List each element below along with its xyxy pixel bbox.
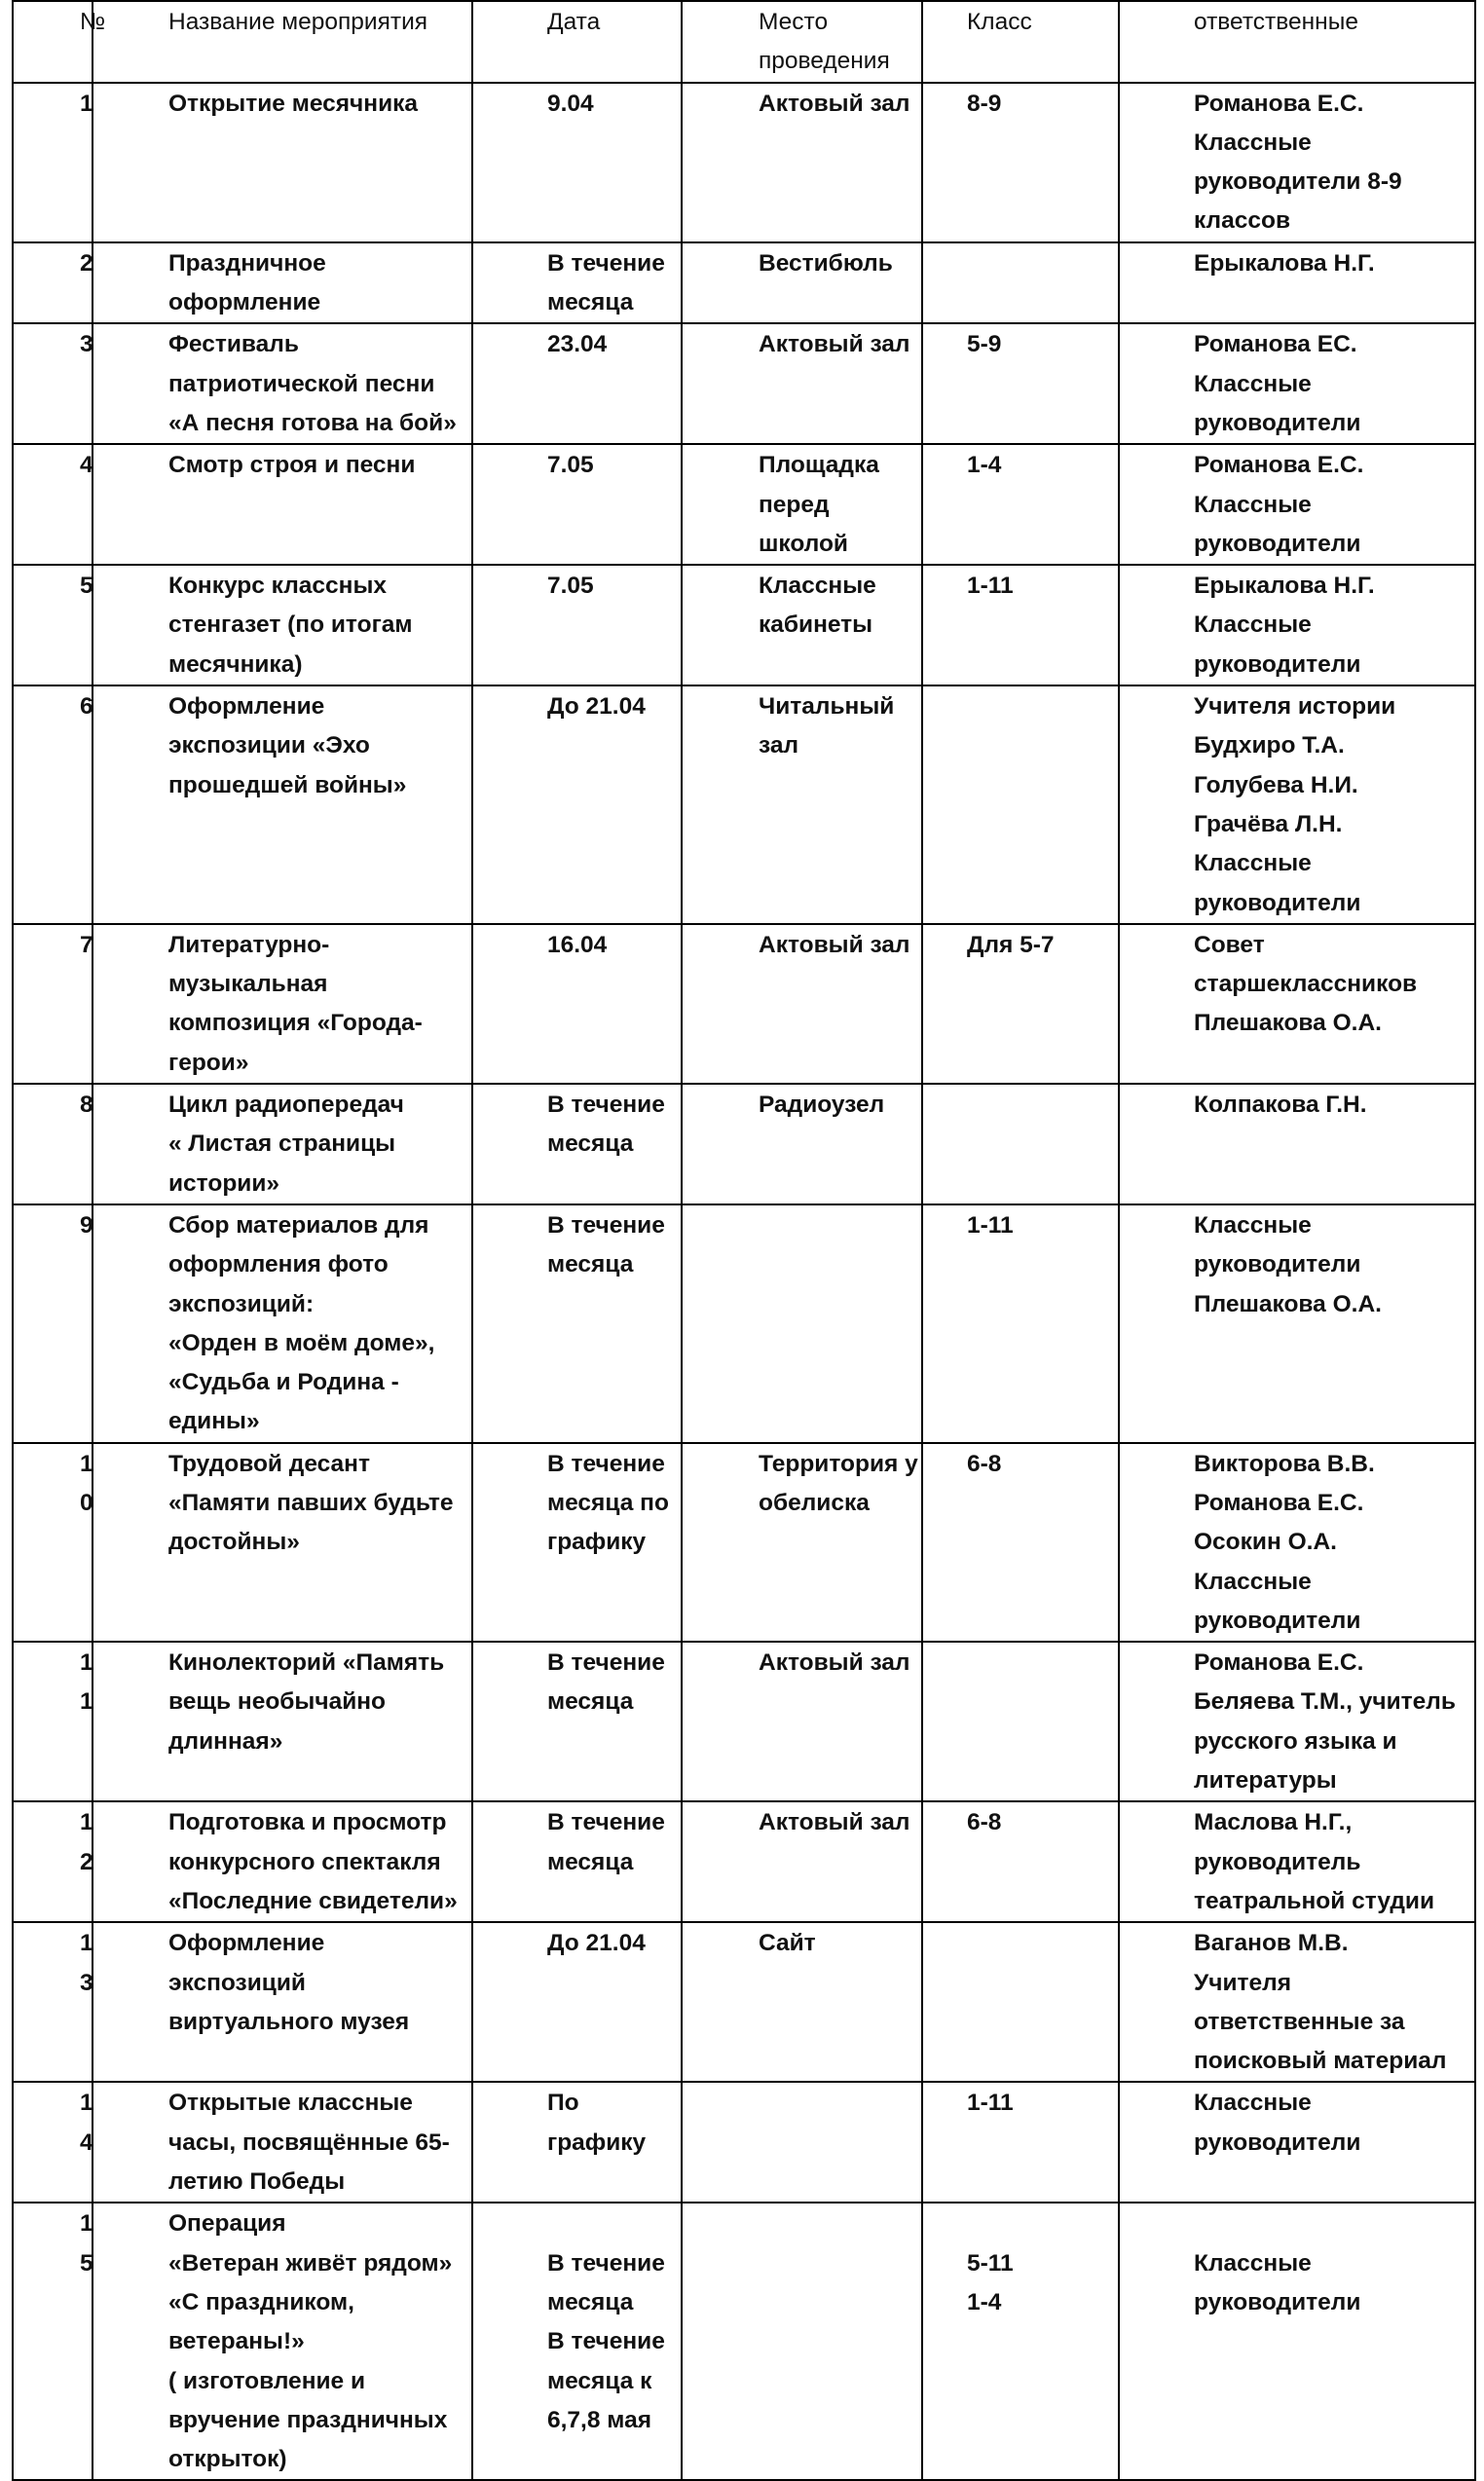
event-place: Актовый зал bbox=[682, 323, 922, 444]
events-table bbox=[12, 0, 1476, 2481]
event-responsible: Ерыкалова Н.Г. bbox=[1119, 242, 1475, 324]
row-number: 5 bbox=[13, 565, 93, 685]
event-place: Читальный зал bbox=[682, 685, 922, 924]
event-name: Трудовой десант «Памяти павших будьте достойны» bbox=[93, 1443, 472, 1642]
event-date: По графику bbox=[472, 2082, 682, 2203]
event-date: В течение месяца bbox=[472, 1801, 682, 1922]
event-place bbox=[682, 2082, 922, 2203]
event-responsible: Учителя истории Будхиро Т.А. Голубева Н.И. Грачёва Л.Н. Классные руководители bbox=[1119, 685, 1475, 924]
event-responsible: Ваганов М.В. Учителя ответственные за поисковый материал bbox=[1119, 1922, 1475, 2082]
event-date: До 21.04 bbox=[472, 685, 682, 924]
header-class: Класс bbox=[922, 1, 1119, 83]
event-responsible: Маслова Н.Г., руководитель театральной студии bbox=[1119, 1801, 1475, 1922]
event-date: В течение месяца В течение месяца к 6,7,8 мая bbox=[472, 2203, 682, 2480]
header-number: № bbox=[13, 1, 93, 83]
event-responsible: Романова ЕС. Классные руководители bbox=[1119, 323, 1475, 444]
table-row bbox=[13, 1084, 1475, 1204]
event-date: До 21.04 bbox=[472, 1922, 682, 2082]
table-row bbox=[13, 444, 1475, 565]
event-place: Актовый зал bbox=[682, 83, 922, 242]
header-event-name: Название мероприятия bbox=[93, 1, 472, 83]
header-responsible: ответственные bbox=[1119, 1, 1475, 83]
row-number: 3 bbox=[13, 323, 93, 444]
event-date: В течение месяца по графику bbox=[472, 1443, 682, 1642]
event-name: Операция «Ветеран живёт рядом» «С праздником, ветераны!» ( изготовление и вручение праздничных открыток) bbox=[93, 2203, 472, 2480]
table-row bbox=[13, 1443, 1475, 1642]
event-class: 6-8 bbox=[922, 1443, 1119, 1642]
event-place: Вестибюль bbox=[682, 242, 922, 324]
event-name: Литературно- музыкальная композиция «Города- герои» bbox=[93, 924, 472, 1084]
event-name: Кинолекторий «Память вещь необычайно длинная» bbox=[93, 1642, 472, 1801]
event-place bbox=[682, 1204, 922, 1443]
event-date: 23.04 bbox=[472, 323, 682, 444]
event-place: Актовый зал bbox=[682, 1642, 922, 1801]
row-number: 1 0 bbox=[13, 1443, 93, 1642]
table-row bbox=[13, 1801, 1475, 1922]
row-number: 4 bbox=[13, 444, 93, 565]
event-class bbox=[922, 1922, 1119, 2082]
event-class: 1-4 bbox=[922, 444, 1119, 565]
row-number: 6 bbox=[13, 685, 93, 924]
row-number: 2 bbox=[13, 242, 93, 324]
event-name: Праздничное оформление bbox=[93, 242, 472, 324]
table-row bbox=[13, 1642, 1475, 1801]
table-row bbox=[13, 1204, 1475, 1443]
event-place bbox=[682, 2203, 922, 2480]
event-name: Открытые классные часы, посвящённые 65- летию Победы bbox=[93, 2082, 472, 2203]
event-date: 16.04 bbox=[472, 924, 682, 1084]
event-date: В течение месяца bbox=[472, 1084, 682, 1204]
header-date: Дата bbox=[472, 1, 682, 83]
event-date: 7.05 bbox=[472, 444, 682, 565]
event-responsible: Романова Е.С. Беляева Т.М., учитель русского языка и литературы bbox=[1119, 1642, 1475, 1801]
event-class: 6-8 bbox=[922, 1801, 1119, 1922]
event-place: Классные кабинеты bbox=[682, 565, 922, 685]
table-row bbox=[13, 685, 1475, 924]
event-name: Фестиваль патриотической песни «А песня готова на бой» bbox=[93, 323, 472, 444]
row-number: 9 bbox=[13, 1204, 93, 1443]
event-responsible: Викторова В.В. Романова Е.С. Осокин О.А. Классные руководители bbox=[1119, 1443, 1475, 1642]
row-number: 1 3 bbox=[13, 1922, 93, 2082]
event-class bbox=[922, 1642, 1119, 1801]
event-responsible: Колпакова Г.Н. bbox=[1119, 1084, 1475, 1204]
event-class: 5-9 bbox=[922, 323, 1119, 444]
event-name: Смотр строя и песни bbox=[93, 444, 472, 565]
row-number: 1 1 bbox=[13, 1642, 93, 1801]
event-responsible: Романова Е.С. Классные руководители bbox=[1119, 444, 1475, 565]
table-row bbox=[13, 323, 1475, 444]
event-class bbox=[922, 242, 1119, 324]
event-place: Сайт bbox=[682, 1922, 922, 2082]
row-number: 8 bbox=[13, 1084, 93, 1204]
event-responsible: Совет старшеклассников Плешакова О.А. bbox=[1119, 924, 1475, 1084]
table-row bbox=[13, 924, 1475, 1084]
event-place: Актовый зал bbox=[682, 1801, 922, 1922]
table-row bbox=[13, 2203, 1475, 2480]
header-place: Место проведения bbox=[682, 1, 922, 83]
event-class: Для 5-7 bbox=[922, 924, 1119, 1084]
row-number: 1 2 bbox=[13, 1801, 93, 1922]
event-class: 1-11 bbox=[922, 565, 1119, 685]
table-header-row bbox=[13, 1, 1475, 83]
event-class: 1-11 bbox=[922, 1204, 1119, 1443]
event-place: Радиоузел bbox=[682, 1084, 922, 1204]
event-place: Актовый зал bbox=[682, 924, 922, 1084]
table-row bbox=[13, 565, 1475, 685]
event-responsible: Ерыкалова Н.Г. Классные руководители bbox=[1119, 565, 1475, 685]
table-row bbox=[13, 242, 1475, 324]
event-name: Оформление экспозиции «Эхо прошедшей войны» bbox=[93, 685, 472, 924]
event-date: 7.05 bbox=[472, 565, 682, 685]
event-responsible: Романова Е.С. Классные руководители 8-9 классов bbox=[1119, 83, 1475, 242]
event-class: 8-9 bbox=[922, 83, 1119, 242]
event-name: Цикл радиопередач « Листая страницы истории» bbox=[93, 1084, 472, 1204]
table-row bbox=[13, 83, 1475, 242]
event-class: 1-11 bbox=[922, 2082, 1119, 2203]
event-responsible: Классные руководители bbox=[1119, 2082, 1475, 2203]
event-name: Открытие месячника bbox=[93, 83, 472, 242]
event-date: В течение месяца bbox=[472, 1642, 682, 1801]
event-date: В течение месяца bbox=[472, 242, 682, 324]
table-row bbox=[13, 2082, 1475, 2203]
event-place: Площадка перед школой bbox=[682, 444, 922, 565]
event-responsible: Классные руководители Плешакова О.А. bbox=[1119, 1204, 1475, 1443]
row-number: 1 4 bbox=[13, 2082, 93, 2203]
event-class bbox=[922, 685, 1119, 924]
event-date: 9.04 bbox=[472, 83, 682, 242]
event-place: Территория у обелиска bbox=[682, 1443, 922, 1642]
event-name: Подготовка и просмотр конкурсного спектакля «Последние свидетели» bbox=[93, 1801, 472, 1922]
event-class bbox=[922, 1084, 1119, 1204]
event-name: Оформление экспозиций виртуального музея bbox=[93, 1922, 472, 2082]
row-number: 7 bbox=[13, 924, 93, 1084]
event-name: Конкурс классных стенгазет (по итогам месячника) bbox=[93, 565, 472, 685]
event-class: 5-11 1-4 bbox=[922, 2203, 1119, 2480]
event-date: В течение месяца bbox=[472, 1204, 682, 1443]
row-number: 1 5 bbox=[13, 2203, 93, 2480]
event-responsible: Классные руководители bbox=[1119, 2203, 1475, 2480]
event-name: Сбор материалов для оформления фото экспозиций: «Орден в моём доме», «Судьба и Родина - едины» bbox=[93, 1204, 472, 1443]
table-row bbox=[13, 1922, 1475, 2082]
row-number: 1 bbox=[13, 83, 93, 242]
